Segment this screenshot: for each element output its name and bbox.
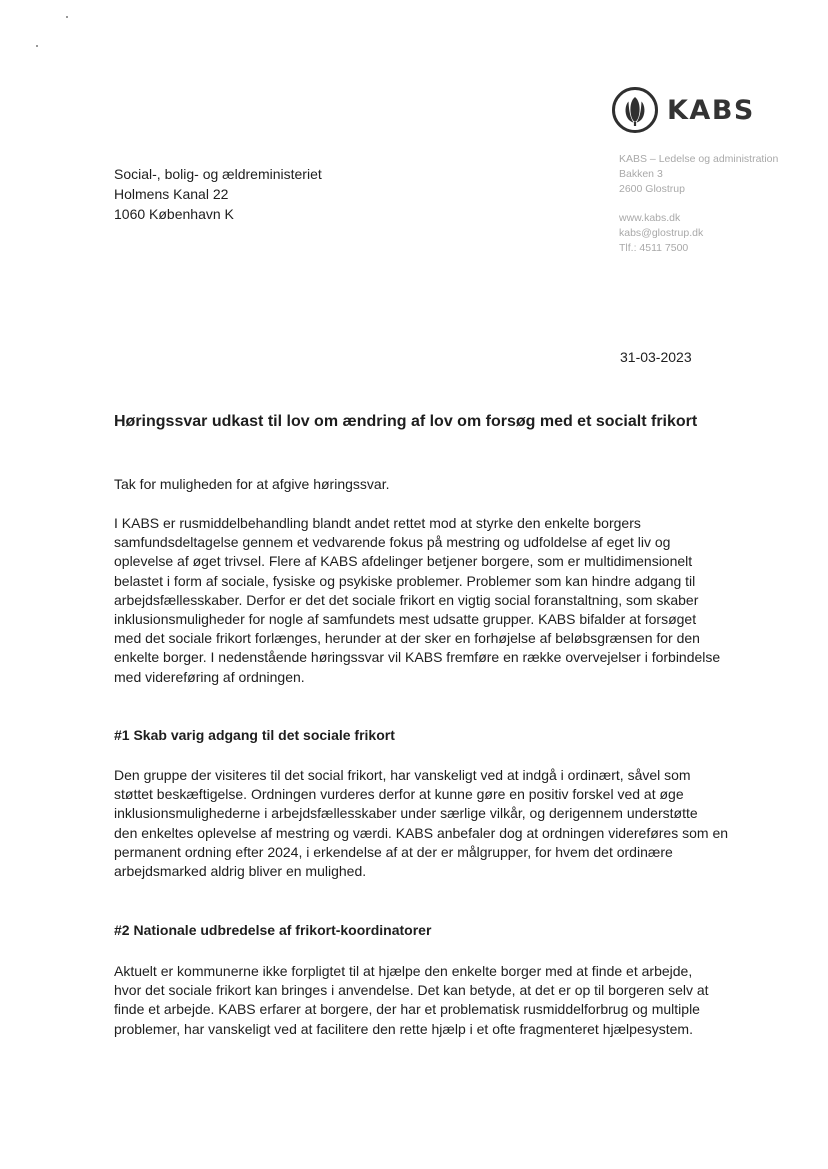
kabs-logo [611,86,755,134]
letter-date: 31-03-2023 [620,349,692,365]
sender-block [619,152,778,256]
recipient-address [114,164,322,224]
intro-line: Tak for muligheden for at afgive høringssvar. [114,476,390,492]
sender-phone: Tlf.: 4511 7500 [619,242,689,254]
logo-brand-text: KABS [667,94,755,126]
scan-speck [66,16,68,18]
recipient-city: 1060 København K [114,206,234,222]
tulip-logo-icon [611,86,659,134]
sender-email: kabs@glostrup.dk [619,227,704,239]
sender-department: KABS – Ledelse og administration [619,153,779,165]
paragraph-line: med videreføring af ordningen. [114,668,305,685]
paragraph-line: inklusionsmuligheder for nogle af samfundets mest udsatte grupper. KABS bifalder at forsøget [114,611,697,628]
paragraph-line: samfundsdeltagelse gennem et vedvarende fokus på mestring og udfoldelse af eget liv og [114,534,671,551]
paragraph-line: støttet beskæftigelse. Ordningen vurderes derfor at kunne gøre en positiv forskel ved at øge [114,786,684,803]
paragraph-line: med det sociale frikort forlænges, herunder at der sker en forhøjelse af beløbsgrænsen for den [114,630,700,647]
paragraph-line: belastet i form af sociale, fysiske og psykiske problemer. Problemer som kan hindre adgang til [114,572,696,589]
paragraph-line: problemer, har vanskeligt ved at facilitere den rette hjælp i et ofte fragmenteret hjælpesystem. [114,1020,693,1037]
section-2-paragraph [114,962,754,1039]
sender-city: 2600 Glostrup [619,183,685,195]
sender-website: www.kabs.dk [619,212,681,224]
intro-paragraph [114,475,754,494]
document-title: Høringssvar udkast til lov om ændring af lov om forsøg med et socialt frikort [114,413,698,430]
paragraph-line: Aktuelt er kommunerne ikke forpligtet til at hjælpe den enkelte borger med at finde et arbejde, [114,963,693,979]
scan-speck [36,45,38,47]
section-heading-1: #1 Skab varig adgang til det sociale frikort [114,727,395,743]
paragraph-line: inklusionsmulighederne i arbejdsfællesskaber under særlige vilkår, og derigennem understøtte [114,805,698,822]
body-paragraph-1 [114,514,754,687]
section-heading-2: #2 Nationale udbredelse af frikort-koordinatorer [114,922,432,938]
paragraph-line: arbejdsfællesskaber. Derfor er det det sociale frikort en vigtig social foranstaltning, som skaber [114,591,699,608]
recipient-name: Social-, bolig- og ældreministeriet [114,166,322,182]
paragraph-line: enkelte borger. I nedenstående høringssvar vil KABS fremføre en række overvejelser i forbindelse [114,649,721,666]
paragraph-line: Den gruppe der visiteres til det social frikort, har vanskeligt ved at indgå i ordinært, såvel som [114,767,691,783]
section-1-paragraph [114,766,754,881]
sender-spacer [619,197,778,211]
paragraph-line: finde et arbejde. KABS erfarer at borgere, der har et problematisk rusmiddelforbrug og multiple [114,1001,700,1018]
sender-street: Bakken 3 [619,168,663,180]
paragraph-line: den enkeltes oplevelse af mestring og værdi. KABS anbefaler dog at ordningen videreføres som en [114,824,729,841]
paragraph-line: I KABS er rusmiddelbehandling blandt andet rettet mod at styrke den enkelte borgers [114,515,641,531]
paragraph-line: hvor det sociale frikort kan bringes i anvendelse. Det kan betyde, at det er op til borgeren selv at [114,982,709,999]
paragraph-line: oplevelse af øget trivsel. Flere af KABS afdelinger betjener borgere, som er multidimensionelt [114,553,693,570]
paragraph-line: permanent ordning efter 2024, i erkendelse af at der er målgrupper, for hvem det ordinære [114,843,673,860]
recipient-street: Holmens Kanal 22 [114,186,229,202]
paragraph-line: arbejdsmarked aldrig bliver en mulighed. [114,863,367,880]
